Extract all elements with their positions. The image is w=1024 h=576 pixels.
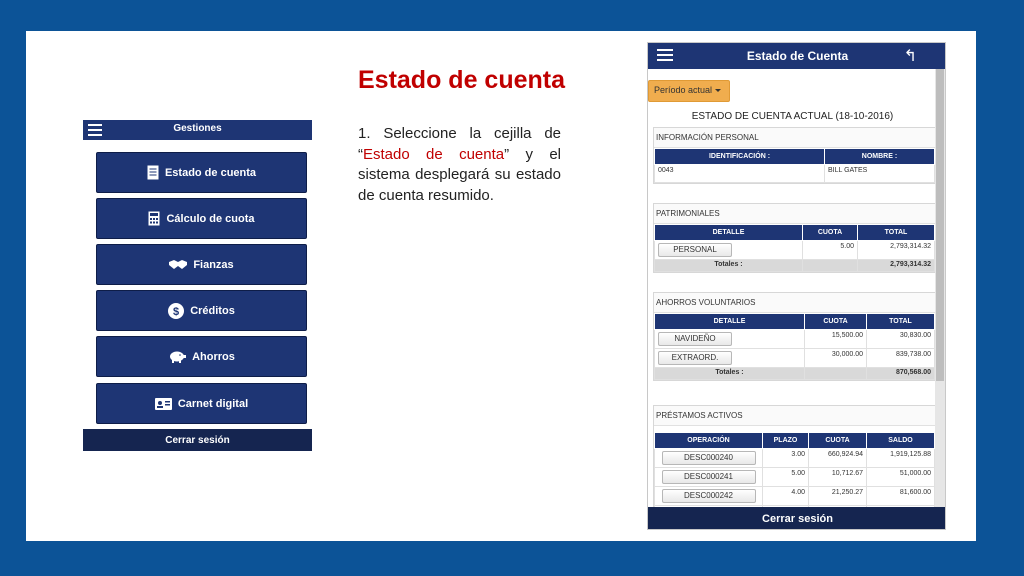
statement-content — [648, 69, 937, 507]
table-row — [655, 241, 935, 260]
column-header: CUOTA — [803, 225, 858, 241]
detail-cell — [655, 241, 803, 260]
table-row — [655, 165, 935, 183]
menu-button-label: Carnet digital — [177, 397, 249, 410]
period-dropdown-label: Período actual — [654, 85, 713, 95]
menu-button-label: Ahorros — [192, 350, 235, 363]
ahorros-table — [654, 313, 935, 380]
back-arrow-icon[interactable]: ↰ — [903, 48, 917, 65]
operation-cell — [655, 449, 763, 468]
detail-cell — [655, 330, 805, 349]
totals-empty-cell — [803, 260, 858, 272]
menu-logout-button[interactable]: Cerrar sesión — [83, 429, 312, 451]
menu-button-label: Créditos — [190, 304, 235, 317]
instruction-highlight: Estado de cuenta — [363, 145, 505, 163]
ahorros-panel — [653, 292, 936, 381]
table-row — [655, 468, 935, 487]
menu-button-calculo-de-cuota[interactable] — [96, 198, 307, 239]
handshake-icon — [169, 259, 187, 270]
saldo-cell: 1,919,125.88 — [867, 449, 935, 468]
totals-value: 2,793,314.32 — [858, 260, 935, 272]
table-row — [655, 349, 935, 368]
saldo-cell: 81,600.00 — [867, 487, 935, 506]
column-header: CUOTA — [809, 433, 867, 449]
piggy-bank-icon — [168, 350, 186, 363]
totals-label: Totales : — [655, 368, 805, 380]
plazo-cell: 4.00 — [763, 487, 809, 506]
menu-button-label: Estado de cuenta — [164, 166, 257, 179]
totals-row — [655, 260, 935, 272]
patrimoniales-panel — [653, 203, 936, 273]
detail-chip[interactable]: EXTRAORD. — [658, 351, 732, 365]
menu-button-ahorros[interactable] — [96, 336, 307, 377]
saldo-cell: 51,000.00 — [867, 468, 935, 487]
detail-chip[interactable]: PERSONAL — [658, 243, 732, 257]
table-row — [655, 487, 935, 506]
personal-info-table — [654, 148, 935, 183]
totals-empty-cell — [805, 368, 867, 380]
column-header: PLAZO — [763, 433, 809, 449]
menu-header-title: Gestiones — [173, 123, 222, 134]
personal-id: 0043 — [655, 165, 825, 183]
menu-button-carnet-digital[interactable] — [96, 383, 307, 424]
menu-button-label: Cálculo de cuota — [166, 212, 255, 225]
statement-title: ESTADO DE CUENTA ACTUAL (18-10-2016) — [691, 111, 894, 122]
cuota-cell: 5.00 — [803, 241, 858, 260]
plazo-cell: 3.00 — [763, 449, 809, 468]
cuota-cell: 10,712.67 — [809, 468, 867, 487]
dollar-icon — [168, 303, 184, 319]
plazo-cell: 5.00 — [763, 468, 809, 487]
caret-down-icon — [715, 89, 721, 92]
cuota-cell: 15,500.00 — [805, 330, 867, 349]
menu-button-label: Fianzas — [193, 258, 234, 271]
menu-button-estado-de-cuenta[interactable] — [96, 152, 307, 193]
scrollbar-thumb[interactable] — [936, 69, 944, 381]
column-header: DETALLE — [655, 225, 803, 241]
personal-name: BILL GATES — [825, 165, 935, 183]
column-header: SALDO — [867, 433, 935, 449]
scrollbar[interactable] — [935, 69, 945, 530]
total-cell: 2,793,314.32 — [858, 241, 935, 260]
document-icon — [147, 165, 159, 180]
column-header: TOTAL — [858, 225, 935, 241]
table-row — [655, 330, 935, 349]
column-header: TOTAL — [867, 314, 935, 330]
instruction-before: 1. Seleccione la cejilla de “ — [358, 125, 561, 163]
column-header: IDENTIFICACIÓN : — [655, 149, 825, 165]
operation-cell — [655, 468, 763, 487]
operation-chip[interactable]: DESC000240 — [662, 451, 756, 465]
panel-heading: AHORROS VOLUNTARIOS — [654, 293, 935, 313]
operation-chip[interactable]: DESC000242 — [662, 489, 756, 503]
detail-cell — [655, 349, 805, 368]
totals-label: Totales : — [655, 260, 803, 272]
detail-chip[interactable]: NAVIDEÑO — [658, 332, 732, 346]
column-header: OPERACIÓN — [655, 433, 763, 449]
cuota-cell: 30,000.00 — [805, 349, 867, 368]
statement-screen — [647, 42, 946, 530]
column-header: CUOTA — [805, 314, 867, 330]
menu-button-creditos[interactable] — [96, 290, 307, 331]
operation-chip[interactable]: DESC000241 — [662, 470, 756, 484]
id-card-icon — [155, 398, 172, 410]
menu-header — [83, 120, 312, 140]
instruction-text — [358, 124, 561, 206]
column-header: NOMBRE : — [825, 149, 935, 165]
cuota-cell: 21,250.27 — [809, 487, 867, 506]
instruction-after: ” y el sistema desplegará su estado de cuenta resumido. — [358, 145, 561, 204]
totals-row — [655, 368, 935, 380]
column-header: DETALLE — [655, 314, 805, 330]
cuota-cell: 660,924.94 — [809, 449, 867, 468]
panel-heading: PRÉSTAMOS ACTIVOS — [654, 406, 935, 426]
panel-heading: PATRIMONIALES — [654, 204, 935, 224]
total-cell: 30,830.00 — [867, 330, 935, 349]
operation-cell — [655, 487, 763, 506]
calculator-icon — [148, 211, 160, 226]
svg-text:$: $ — [173, 305, 180, 318]
patrimoniales-table — [654, 224, 935, 272]
table-row — [655, 449, 935, 468]
slide-title: Estado de cuenta — [358, 66, 565, 94]
panel-heading: INFORMACIÓN PERSONAL — [654, 128, 935, 148]
statement-header — [648, 43, 946, 69]
period-dropdown-button[interactable] — [648, 80, 730, 102]
statement-logout-button[interactable]: Cerrar sesión — [648, 507, 946, 530]
menu-button-fianzas[interactable] — [96, 244, 307, 285]
statement-header-title: Estado de Cuenta — [746, 49, 849, 63]
personal-info-panel — [653, 127, 936, 184]
totals-value: 870,568.00 — [867, 368, 935, 380]
total-cell: 839,738.00 — [867, 349, 935, 368]
